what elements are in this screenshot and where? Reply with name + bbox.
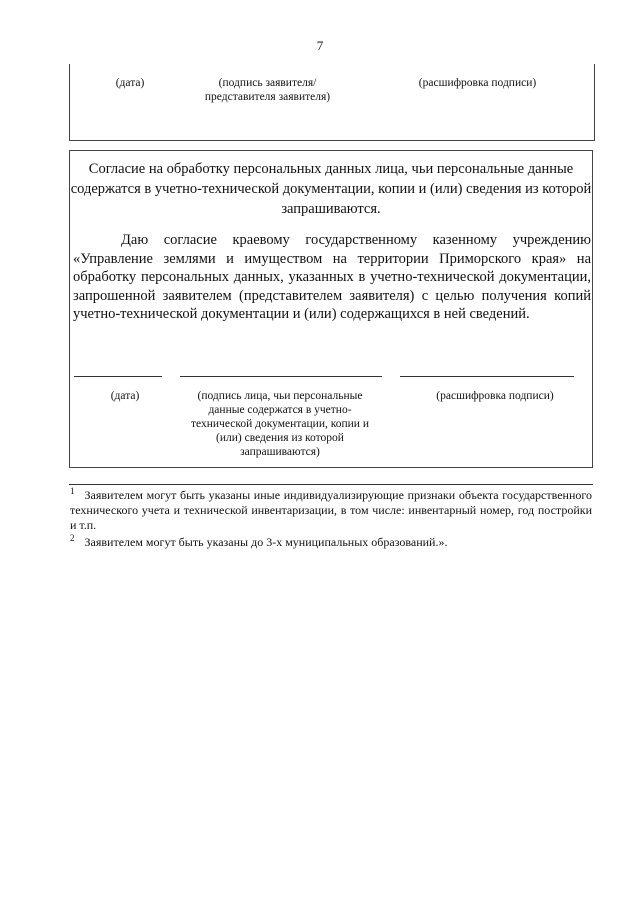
footnote-1-text: Заявителем могут быть указаны иные индивидуализирующие признаки объекта государственного технического учета и технической инвентаризации, в том числе: инвентарный номер, год постройки и т.п. (70, 488, 592, 532)
consent-body: Даю согласие краевому государственному казенному учреждению «Управление землями и имуществом на территории Приморского края» на обработку персональных данных, указанных в учетно-технической документации, запрошенной заявителем (представителем заявителя) с целью получения копий учетно-технической документации и (или) содержащихся в ней сведений. (73, 232, 591, 322)
consent-decoding-label: (расшифровка подписи) (436, 390, 554, 402)
consent-title: Согласие на обработку персональных данных лица, чьи персональные данные содержатся в учетно-технической документации, копии и (или) сведения из которой запрашиваются. (70, 161, 592, 217)
footnote-2-text: Заявителем могут быть указаны до 3-х муниципальных образований.». (84, 535, 448, 549)
consent-date-label: (дата) (110, 390, 140, 402)
consent-signature-label: (подпись лица, чьи персональные данные содержатся в учетно-технической документации, копии и (или) сведения из которой запрашиваются) (191, 390, 369, 458)
date-label: (дата) (115, 77, 145, 89)
consent-block (69, 150, 593, 468)
footnote-2 (70, 535, 592, 550)
date-line (74, 376, 162, 377)
page-number: 7 (316, 38, 324, 53)
applicant-signature-block (69, 64, 595, 141)
footnote-1-number: 1 (70, 486, 75, 496)
decoding-line (400, 376, 574, 377)
signature-line (180, 376, 382, 377)
footnote-1 (70, 488, 592, 533)
signature-label: (подпись заявителя/представителя заявителя) (204, 77, 331, 103)
footnote-2-number: 2 (70, 533, 75, 543)
signature-decoding-label: (расшифровка подписи) (418, 77, 537, 89)
footnote-separator (69, 484, 593, 485)
